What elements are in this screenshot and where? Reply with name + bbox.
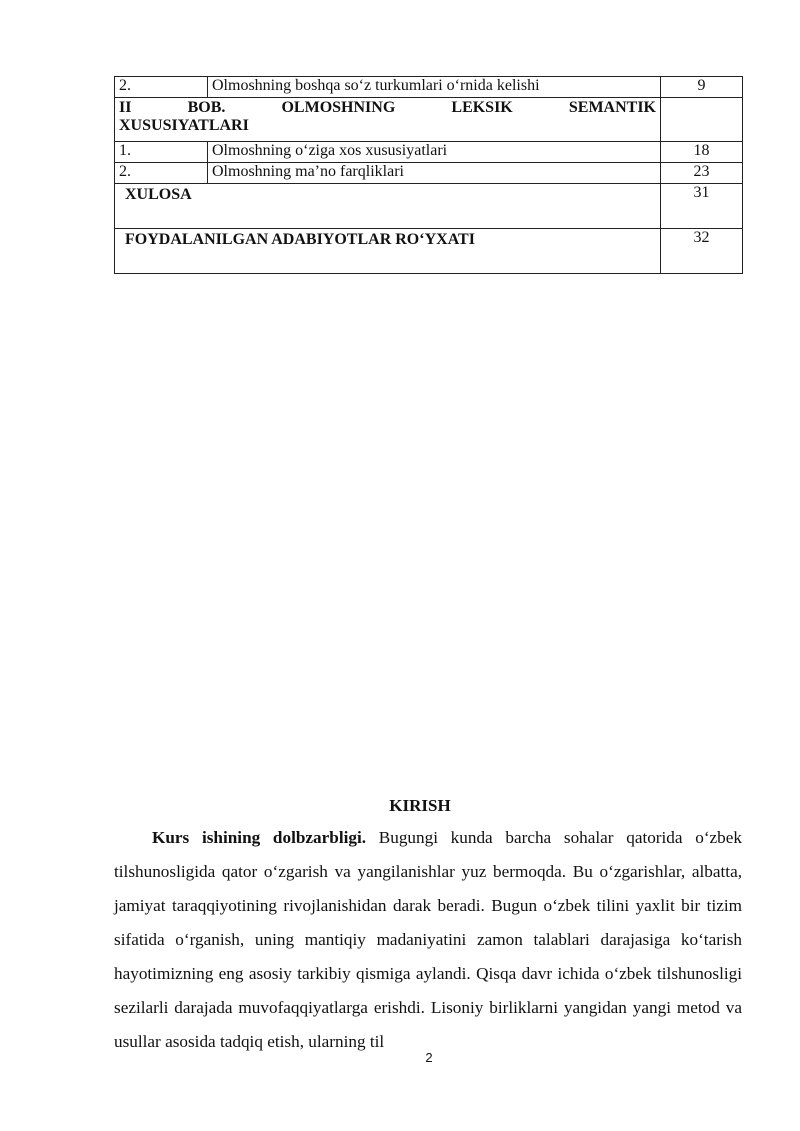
toc-page: 18 — [661, 142, 743, 163]
toc-page: 32 — [661, 229, 743, 274]
toc-page — [661, 98, 743, 142]
toc-chapter-row — [115, 98, 743, 142]
section-heading: KIRISH — [389, 796, 451, 815]
paragraph-text: Bugungi kunda barcha sohalar qatorida o‘zbek tilshunosligida qator o‘zgarish va yangilanishlar yuz bermoqda. Bu o‘zgarishlar, albatta, jamiyat taraqqiyotining rivojlanishidan darak beradi. Bugun o‘zbek tilini yaxlit bir tizim sifatida o‘rganish, uning mantiqiy madaniyatini zamon talablari darajasiga ko‘tarish hayotimizning eng asosiy tarkibiy qismiga aylandi. Qisqa davr ichida o‘zbek tilshunosligi sezilarli darajada muvofaqqiyatlarga erishdi. Lisoniy birliklarni yangidan yangi metod va usullar asosida tadqiq etish, ularning til — [114, 828, 742, 1051]
body-paragraph — [114, 821, 742, 1059]
toc-chapter-line2: XUSUSIYATLARI — [119, 117, 249, 134]
toc-title: Olmoshning boshqa so‘z turkumlari o‘rnida kelishi — [208, 77, 661, 98]
toc-number: 2. — [115, 163, 208, 184]
toc-chapter-line1: II BOB. OLMOSHNING LEKSIK SEMANTIK — [119, 99, 656, 116]
toc-row-conclusion — [115, 184, 743, 229]
page-number: 2 — [425, 1050, 433, 1065]
toc-page: 9 — [661, 77, 743, 98]
toc-row — [115, 163, 743, 184]
toc-row — [115, 77, 743, 98]
toc-conclusion-title: XULOSA — [115, 184, 661, 229]
toc-number: 2. — [115, 77, 208, 98]
toc-title: Olmoshning o‘ziga xos xususiyatlari — [208, 142, 661, 163]
toc-row-bibliography — [115, 229, 743, 274]
paragraph-lead: Kurs ishining dolbzarbligi. — [152, 828, 367, 847]
toc-bibliography-title: FOYDALANILGAN ADABIYOTLAR RO‘YXATI — [115, 229, 661, 274]
toc-chapter-title — [115, 98, 661, 142]
toc-page: 31 — [661, 184, 743, 229]
table-of-contents — [114, 76, 743, 274]
toc-number: 1. — [115, 142, 208, 163]
toc-page: 23 — [661, 163, 743, 184]
toc-row — [115, 142, 743, 163]
toc-title: Olmoshning ma’no farqliklari — [208, 163, 661, 184]
